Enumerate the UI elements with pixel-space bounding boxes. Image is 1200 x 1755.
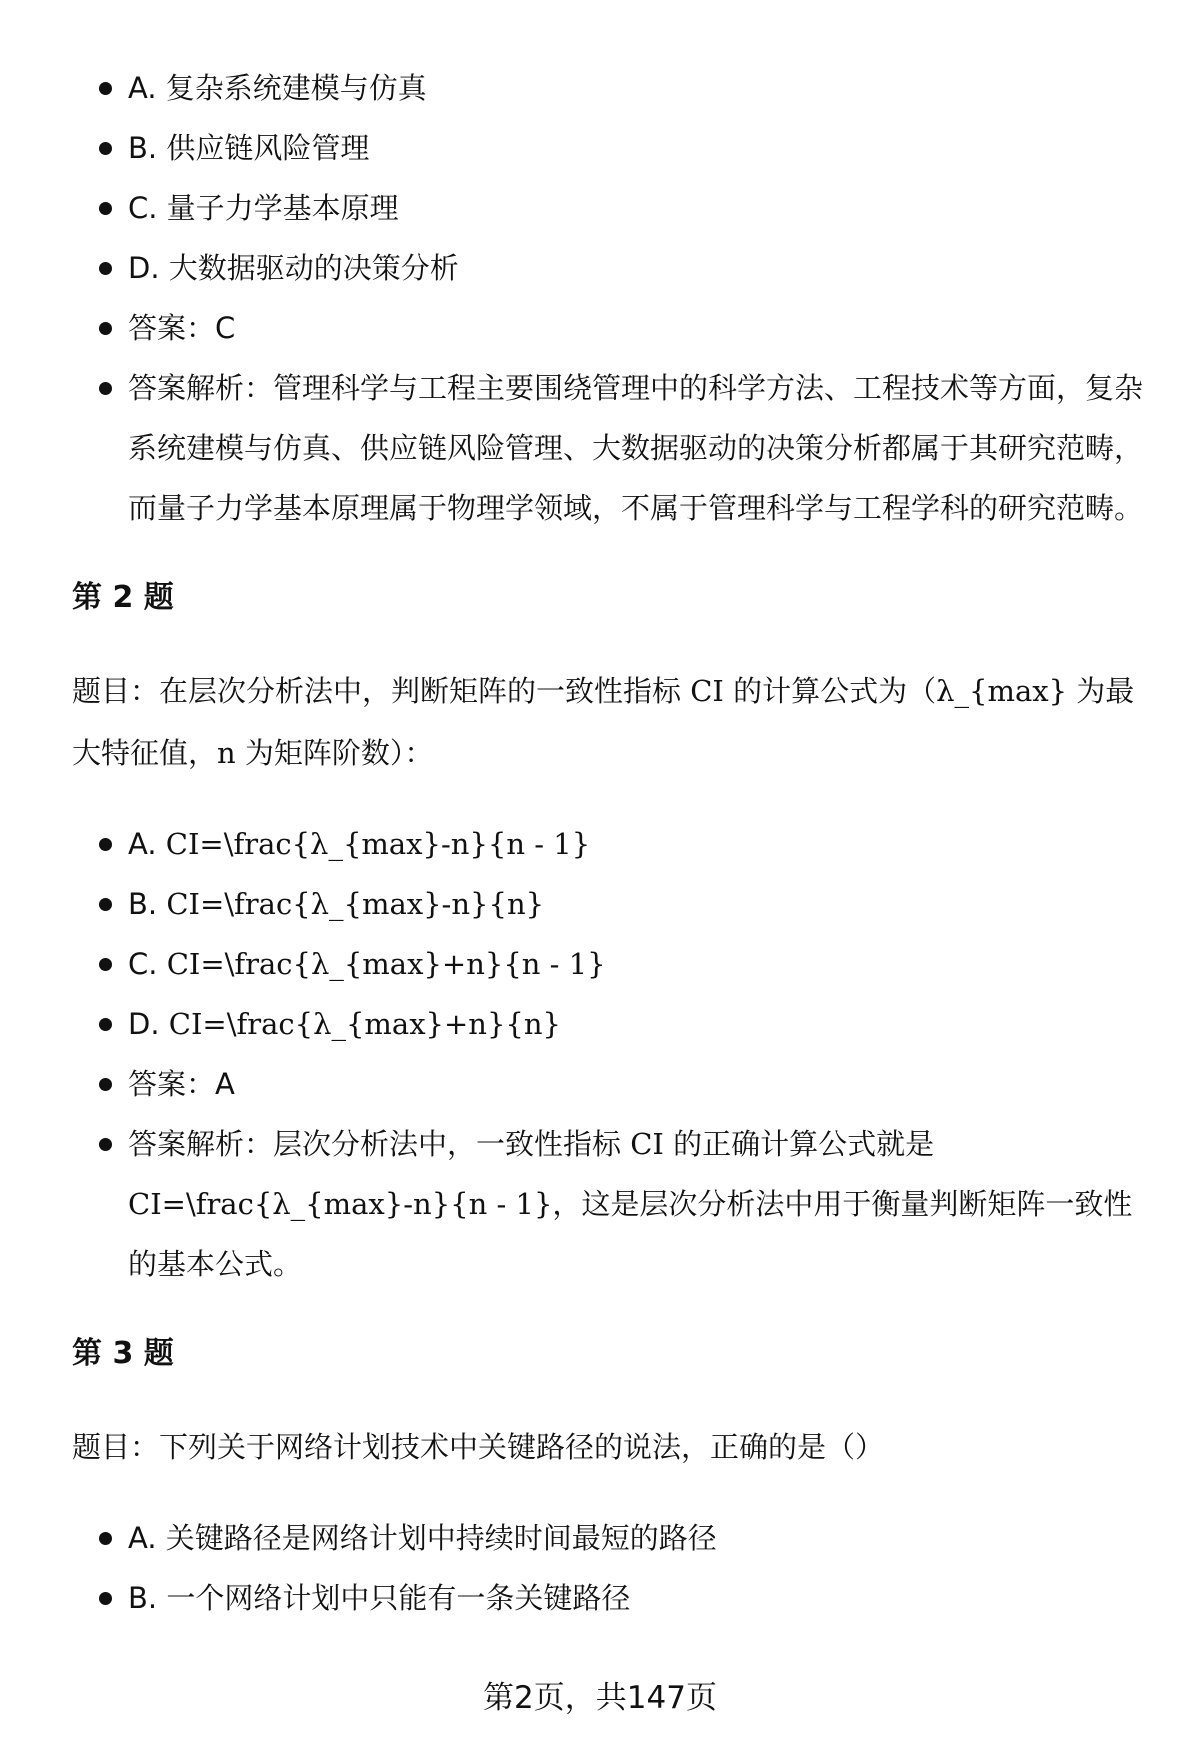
q3-question: 题目：下列关于网络计划技术中关键路径的说法，正确的是（）: [72, 1430, 885, 1464]
explanation-formula: CI=\frac{λ_{max}-n}{n - 1}: [128, 1187, 553, 1221]
option-label: B.: [128, 887, 167, 921]
q3-option-b: [72, 1568, 1147, 1628]
lambda-max-symbol: λ_{max}: [936, 674, 1068, 708]
option-formula: CI=\frac{λ_{max}+n}{n - 1}: [166, 947, 606, 981]
page-number-footer: 第2页，共147页: [483, 1680, 717, 1716]
question-text: 的计算公式为（: [723, 674, 937, 708]
option-text: B. 一个网络计划中只能有一条关键路径: [128, 1581, 631, 1615]
ci-symbol: CI: [690, 674, 724, 708]
q2-option-c: [72, 934, 1147, 994]
q1-option-list: [72, 58, 1147, 538]
q2-answer: [72, 1054, 1147, 1114]
bullet-icon: [99, 142, 112, 155]
q1-option-c: [72, 178, 1147, 238]
option-text: D. 大数据驱动的决策分析: [128, 251, 459, 285]
option-text: B. 供应链风险管理: [128, 131, 370, 165]
option-text: A. 复杂系统建模与仿真: [128, 71, 427, 105]
page-content: [72, 58, 1147, 1628]
q2-heading: 第 2 题: [72, 580, 174, 615]
question-text: 为矩阵阶数）：: [235, 736, 434, 770]
option-label: A.: [128, 827, 166, 861]
bullet-icon: [99, 1592, 112, 1605]
bullet-icon: [99, 82, 112, 95]
bullet-icon: [99, 1018, 112, 1031]
q1-option-d: [72, 238, 1147, 298]
q3-heading: 第 3 题: [72, 1336, 174, 1371]
q3-option-a: [72, 1508, 1147, 1568]
q3-option-list: [72, 1508, 1147, 1628]
option-formula: CI=\frac{λ_{max}+n}{n}: [168, 1007, 562, 1041]
explanation-text: ，这是层次分析法中用于衡量判断矩阵一致性的基本公式。: [128, 1187, 1133, 1281]
q2-option-list: [72, 814, 1147, 1294]
q1-explanation: [72, 358, 1147, 538]
bullet-icon: [99, 382, 112, 395]
explanation-text: 答案解析：管理科学与工程主要围绕管理中的科学方法、工程技术等方面，复杂系统建模与仿真、供应链风险管理、大数据驱动的决策分析都属于其研究范畴，而量子力学基本原理属于物理学领域，不属于管理科学与工程学科的研究范畴。: [128, 371, 1144, 525]
q2-option-b: [72, 874, 1147, 934]
ci-symbol: CI: [630, 1127, 664, 1161]
question-text: 为最大特征值，: [72, 674, 1135, 770]
explanation-text: 答案解析：层次分析法中，一致性指标: [128, 1127, 631, 1161]
q1-option-a: [72, 58, 1147, 118]
q2-explanation: [72, 1114, 1147, 1294]
q2-option-a: [72, 814, 1147, 874]
question-text: 题目：在层次分析法中，判断矩阵的一致性指标: [72, 674, 691, 708]
option-text: C. 量子力学基本原理: [128, 191, 399, 225]
option-label: C.: [128, 947, 167, 981]
bullet-icon: [99, 1078, 112, 1091]
q2-option-d: [72, 994, 1147, 1054]
bullet-icon: [99, 958, 112, 971]
q2-question: [72, 660, 1147, 784]
bullet-icon: [99, 898, 112, 911]
explanation-text: 的正确计算公式就是: [663, 1127, 935, 1161]
q1-answer: [72, 298, 1147, 358]
bullet-icon: [99, 202, 112, 215]
option-formula: CI=\frac{λ_{max}-n}{n - 1}: [165, 827, 591, 861]
answer-text: 答案：A: [128, 1067, 235, 1101]
bullet-icon: [99, 838, 112, 851]
option-label: D.: [128, 1007, 169, 1041]
bullet-icon: [99, 322, 112, 335]
q1-option-b: [72, 118, 1147, 178]
bullet-icon: [99, 1532, 112, 1545]
option-text: A. 关键路径是网络计划中持续时间最短的路径: [128, 1521, 717, 1555]
n-symbol: n: [217, 736, 236, 770]
option-formula: CI=\frac{λ_{max}-n}{n}: [166, 887, 545, 921]
bullet-icon: [99, 1138, 112, 1151]
answer-text: 答案：C: [128, 311, 236, 345]
bullet-icon: [99, 262, 112, 275]
